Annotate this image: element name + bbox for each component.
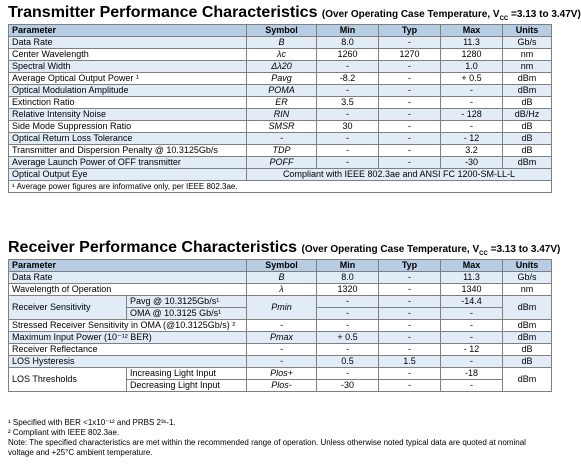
footnote: ² Compliant with IEEE 802.3ae. [8,428,120,437]
typ-cell: - [379,272,441,284]
receiver-conditions: (Over Operating Case Temperature, $V_{CC} =3.13$ to 3.47V) [301,244,561,257]
min-cell: 0.5 [317,356,379,368]
symbol-cell: B [247,272,317,284]
transmitter-title-text: Transmitter Performance Characteristics [8,4,318,21]
receiver-footnotes [8,418,553,458]
typ-cell: - [379,368,441,380]
typ-cell: - [379,296,441,308]
param-cell: LOS Thresholds [9,368,127,392]
param-cell: Relative Intensity Noise [9,109,247,121]
table-row [9,320,552,332]
min-cell: - [317,308,379,320]
receiver-title-text: Receiver Performance Characteristics [8,239,298,256]
header-typ: Typ [379,260,441,272]
table-row [9,356,552,368]
unit-cell: dB [503,145,552,157]
header-min: Min [317,260,379,272]
max-cell: - [441,380,503,392]
symbol-cell: λc [247,49,317,61]
subparam-cell: Pavg @ 10.3125Gb/s¹ [127,296,247,308]
symbol-cell: Pmax [247,332,317,344]
typ-cell: - [379,308,441,320]
unit-cell: nm [503,49,552,61]
header-parameter: Parameter [9,25,247,37]
header-typ: Typ [379,25,441,37]
min-cell: - [317,296,379,308]
max-cell: - 12 [441,344,503,356]
symbol-cell: Pavg [247,73,317,85]
typ-cell: - [379,61,441,73]
header-units: Units [503,25,552,37]
param-cell: Data Rate [9,37,247,49]
min-cell: 8.0 [317,272,379,284]
min-cell: 3.5 [317,97,379,109]
footnote: Note: The specified characteristics are met within the recommended range of operation. Unless otherwise noted typical data are quoted at nominal voltage and +25°C ambient temperature. [8,438,526,457]
symbol-cell: TDP [247,145,317,157]
typ-cell: - [379,145,441,157]
param-cell: Spectral Width [9,61,247,73]
table-row [9,169,552,181]
symbol-cell: Plos- [247,380,317,392]
unit-cell: dBm [503,320,552,332]
typ-cell: - [379,380,441,392]
symbol-cell: POMA [247,85,317,97]
param-cell: Side Mode Suppression Ratio [9,121,247,133]
max-cell: - 12 [441,133,503,145]
footnote: ¹ Average power figures are informative only, per IEEE 802.3ae. [9,181,552,193]
unit-cell: dBm [503,73,552,85]
max-cell: - [441,332,503,344]
symbol-cell: ER [247,97,317,109]
max-cell: -18 [441,368,503,380]
receiver-title [8,239,560,257]
subparam-cell: Decreasing Light Input [127,380,247,392]
table-row [9,332,552,344]
symbol-cell: RIN [247,109,317,121]
table-row [9,344,552,356]
transmitter-header-row [9,25,552,37]
typ-cell: - [379,133,441,145]
max-cell: - [441,85,503,97]
symbol-cell: - [247,320,317,332]
param-cell: Optical Return Loss Tolerance [9,133,247,145]
param-cell: Receiver Sensitivity [9,296,127,320]
transmitter-title [8,4,581,22]
header-max: Max [441,260,503,272]
min-cell: 1260 [317,49,379,61]
min-cell: - [317,61,379,73]
unit-cell: dBm [503,85,552,97]
symbol-cell: λ [247,284,317,296]
param-cell: Data Rate [9,272,247,284]
unit-cell: Gb/s [503,272,552,284]
max-cell: - [441,97,503,109]
typ-cell: - [379,121,441,133]
min-cell: -30 [317,380,379,392]
table-row [9,133,552,145]
table-row [9,296,552,308]
typ-cell: - [379,85,441,97]
typ-cell: 1270 [379,49,441,61]
table-row [9,37,552,49]
symbol-cell: - [247,344,317,356]
max-cell: 11.3 [441,272,503,284]
min-cell: -8.2 [317,73,379,85]
table-row [9,284,552,296]
param-cell: Center Wavelength [9,49,247,61]
min-cell: - [317,157,379,169]
header-units: Units [503,260,552,272]
transmitter-table [8,24,552,193]
unit-cell: dB [503,121,552,133]
param-cell: Optical Output Eye [9,169,247,181]
param-cell: Average Optical Output Power ¹ [9,73,247,85]
param-cell: Wavelength of Operation [9,284,247,296]
param-cell: Optical Modulation Amplitude [9,85,247,97]
min-cell: 30 [317,121,379,133]
table-row [9,368,552,380]
max-cell: - [441,320,503,332]
typ-cell: - [379,97,441,109]
compliance-cell: Compliant with IEEE 802.3ae and ANSI FC 1200-SM-LL-L [247,169,552,181]
table-row [9,145,552,157]
header-symbol: Symbol [247,260,317,272]
min-cell: - [317,133,379,145]
unit-cell: Gb/s [503,37,552,49]
max-cell: + 0.5 [441,73,503,85]
header-max: Max [441,25,503,37]
min-cell: - [317,85,379,97]
unit-cell: dBm [503,368,552,392]
table-row [9,97,552,109]
min-cell: 8.0 [317,37,379,49]
typ-cell: - [379,73,441,85]
min-cell: - [317,320,379,332]
max-cell: -30 [441,157,503,169]
header-parameter: Parameter [9,260,247,272]
param-cell: Transmitter and Dispersion Penalty @ 10.3125Gb/s [9,145,247,157]
table-row [9,73,552,85]
symbol-cell: Pmin [247,296,317,320]
max-cell: 3.2 [441,145,503,157]
unit-cell: dBm [503,296,552,320]
typ-cell: - [379,320,441,332]
symbol-cell: - [247,356,317,368]
max-cell: - [441,356,503,368]
table-row [9,157,552,169]
unit-cell: nm [503,61,552,73]
symbol-cell: B [247,37,317,49]
table-row [9,85,552,97]
subparam-cell: Increasing Light Input [127,368,247,380]
unit-cell: dB/Hz [503,109,552,121]
footnote-row [9,181,552,193]
param-cell: LOS Hysteresis [9,356,247,368]
symbol-cell: Δλ20 [247,61,317,73]
max-cell: 1280 [441,49,503,61]
min-cell: - [317,344,379,356]
max-cell: 1.0 [441,61,503,73]
typ-cell: 1.5 [379,356,441,368]
table-row [9,109,552,121]
unit-cell: dB [503,97,552,109]
min-cell: - [317,145,379,157]
max-cell: - [441,121,503,133]
unit-cell: nm [503,284,552,296]
max-cell: -14.4 [441,296,503,308]
typ-cell: - [379,284,441,296]
param-cell: Stressed Receiver Sensitivity in OMA (@10.3125Gb/s) ² [9,320,247,332]
unit-cell: dB [503,356,552,368]
typ-cell: - [379,109,441,121]
transmitter-conditions: (Over Operating Case Temperature, $V_{CC} =3.13$ to 3.47V) [321,9,581,22]
min-cell: 1320 [317,284,379,296]
typ-cell: - [379,344,441,356]
symbol-cell: Plos+ [247,368,317,380]
max-cell: - [441,308,503,320]
table-row [9,61,552,73]
unit-cell: dBm [503,157,552,169]
unit-cell: dB [503,133,552,145]
typ-cell: - [379,157,441,169]
typ-cell: - [379,37,441,49]
symbol-cell: SMSR [247,121,317,133]
param-cell: Extinction Ratio [9,97,247,109]
table-row [9,49,552,61]
footnote: ¹ Specified with BER <1x10⁻¹² and PRBS 2³¹-1. [8,418,176,427]
min-cell: + 0.5 [317,332,379,344]
unit-cell: dBm [503,332,552,344]
param-cell: Receiver Reflectance [9,344,247,356]
max-cell: 11.3 [441,37,503,49]
min-cell: - [317,368,379,380]
max-cell: - 128 [441,109,503,121]
symbol-cell: - [247,133,317,145]
subparam-cell: OMA @ 10.3125 Gb/s¹ [127,308,247,320]
receiver-header-row [9,260,552,272]
header-symbol: Symbol [247,25,317,37]
symbol-cell: POFF [247,157,317,169]
receiver-table [8,259,552,392]
unit-cell: dB [503,344,552,356]
min-cell: - [317,109,379,121]
table-row [9,121,552,133]
header-min: Min [317,25,379,37]
table-row [9,272,552,284]
param-cell: Average Launch Power of OFF transmitter [9,157,247,169]
max-cell: 1340 [441,284,503,296]
typ-cell: - [379,332,441,344]
param-cell: Maximum Input Power (10⁻¹² BER) [9,332,247,344]
